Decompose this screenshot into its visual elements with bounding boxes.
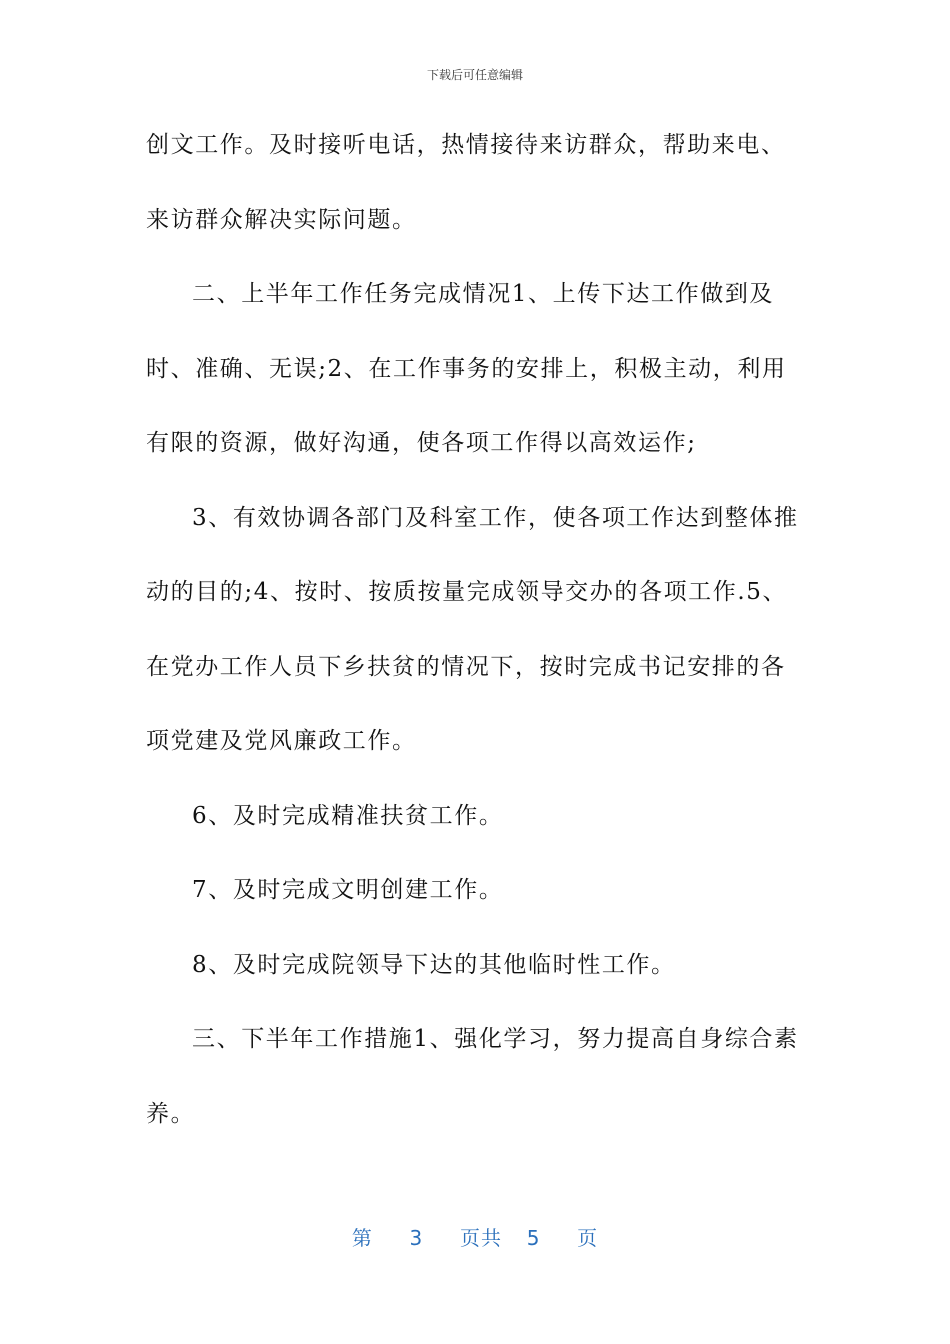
footer-total-pages: 5 [526, 1226, 541, 1250]
paragraph-3: 3、有效协调各部门及科室工作，使各项工作达到整体推动的目的;4、按时、按质按量完成领导交办的各项工作.5、在党办工作人员下乡扶贫的情况下，按时完成书记安排的各项党建及党风廉政工作。 [146, 504, 799, 754]
paragraph-2: 二、上半年工作任务完成情况1、上传下达工作做到及时、准确、无误;2、在工作事务的安排上，积极主动，利用有限的资源，做好沟通，使各项工作得以高效运作; [146, 281, 787, 456]
footer-prefix: 第 [351, 1226, 373, 1250]
footer-current-page: 3 [409, 1226, 424, 1250]
paragraph-5: 7、及时完成文明创建工作。 [192, 877, 504, 903]
document-body [146, 108, 806, 1151]
footer-middle: 页共 [460, 1226, 502, 1250]
header-note: 下载后可任意编辑 [426, 68, 523, 82]
paragraph-1: 创文工作。及时接听电话，热情接待来访群众，帮助来电、来访群众解决实际问题。 [146, 132, 786, 233]
paragraph-4: 6、及时完成精准扶贫工作。 [192, 802, 504, 829]
page-footer [0, 1222, 950, 1251]
paragraph-6: 8、及时完成院领导下达的其他临时性工作。 [192, 951, 676, 978]
paragraph-7: 三、下半年工作措施1、强化学习，努力提高自身综合素养。 [146, 1026, 799, 1127]
footer-suffix: 页 [577, 1226, 599, 1250]
